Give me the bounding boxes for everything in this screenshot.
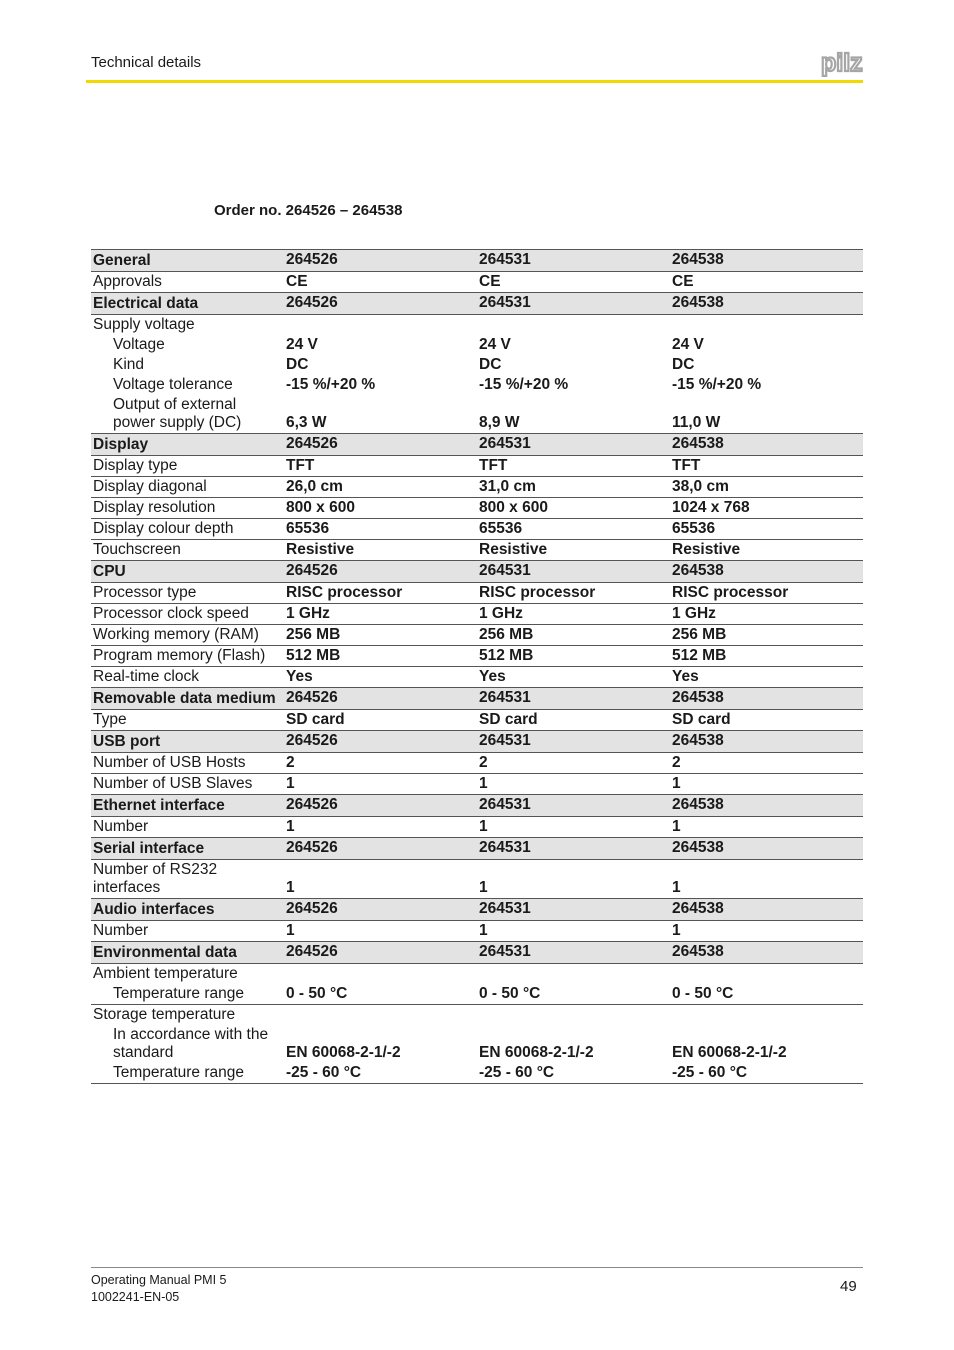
table-row: [91, 355, 863, 375]
cell-value: SD card: [670, 710, 863, 731]
table-row: [91, 604, 863, 625]
cell-value: Yes: [284, 667, 477, 688]
col-header: 264526: [284, 250, 477, 272]
row-label: Working memory (RAM): [91, 625, 284, 646]
col-header: 264531: [477, 899, 670, 921]
cell-value: 24 V: [479, 336, 511, 353]
col-header: 264526: [284, 942, 477, 964]
table-row: [91, 625, 863, 646]
cell-value: 1: [284, 921, 477, 942]
row-label: Number of RS232 interfaces: [91, 860, 284, 899]
pilz-logo: [820, 49, 864, 77]
logo-text: pilz: [821, 49, 863, 77]
col-header: 264538: [670, 250, 863, 272]
footer-rule: [91, 1267, 863, 1268]
cell-value: 0 - 50 °C: [670, 984, 863, 1005]
section-title: General: [91, 250, 284, 272]
table-row: [91, 667, 863, 688]
cell-value: -15 %/+20 %: [672, 376, 762, 393]
section-title: Environmental data: [91, 942, 284, 964]
cell-value: 1: [477, 774, 670, 795]
col-header: 264526: [284, 293, 477, 315]
cell-value: DC: [286, 356, 309, 373]
col-header: 264538: [670, 899, 863, 921]
cell-value: 1: [670, 817, 863, 838]
table-row: [91, 519, 863, 540]
row-label: Number: [91, 921, 284, 942]
section-title: Audio interfaces: [91, 899, 284, 921]
row-label: Display type: [91, 456, 284, 477]
table-row: [91, 583, 863, 604]
cell-value: 31,0 cm: [477, 477, 670, 498]
order-number: Order no. 264526 – 264538: [214, 202, 403, 219]
cell-value: RISC processor: [284, 583, 477, 604]
table-row: [91, 477, 863, 498]
cell-value: -25 - 60 °C: [477, 1063, 670, 1084]
cell-value: -25 - 60 °C: [284, 1063, 477, 1084]
section-title: Electrical data: [91, 293, 284, 315]
table-row: [91, 984, 863, 1005]
cell-value: 1024 x 768: [670, 498, 863, 519]
section-title: Removable data medium: [91, 688, 284, 710]
row-label: Number of USB Hosts: [91, 753, 284, 774]
table-row: [91, 921, 863, 942]
cell-value: 65536: [477, 519, 670, 540]
col-header: 264531: [477, 250, 670, 272]
cell-value: EN 60068-2-1/-2: [672, 1044, 787, 1061]
section-header: [91, 838, 863, 860]
section-header: [91, 899, 863, 921]
row-label: Voltage: [113, 336, 165, 353]
row-label: Processor clock speed: [91, 604, 284, 625]
table-row: [91, 817, 863, 838]
cell-value: -15 %/+20 %: [479, 376, 569, 393]
cell-value: CE: [284, 272, 477, 293]
cell-value: 65536: [284, 519, 477, 540]
cell-value: 256 MB: [284, 625, 477, 646]
page-number: 49: [840, 1278, 857, 1295]
cell-value: 512 MB: [284, 646, 477, 667]
cell-value: DC: [479, 356, 502, 373]
col-header: 264531: [477, 293, 670, 315]
col-header: 264531: [477, 561, 670, 583]
cell-value: 512 MB: [670, 646, 863, 667]
table-row: [91, 456, 863, 477]
col-header: 264531: [477, 434, 670, 456]
cell-value: Resistive: [284, 540, 477, 561]
technical-data-table: [91, 249, 863, 1084]
cell-value: EN 60068-2-1/-2: [286, 1044, 401, 1061]
cell-value: 1: [477, 860, 670, 899]
cell-value: 8,9 W: [477, 395, 670, 434]
row-label: Number: [91, 817, 284, 838]
col-header: 264526: [284, 731, 477, 753]
table-row: [91, 1025, 863, 1063]
cell-value: 0 - 50 °C: [284, 984, 477, 1005]
cell-value: 6,3 W: [284, 395, 477, 434]
col-header: 264538: [670, 561, 863, 583]
col-header: 264526: [284, 688, 477, 710]
col-header: 264538: [670, 434, 863, 456]
col-header: 264526: [284, 434, 477, 456]
cell-value: RISC processor: [670, 583, 863, 604]
table-row: [91, 272, 863, 293]
section-header: [91, 434, 863, 456]
section-header: [91, 293, 863, 315]
row-label: Voltage tolerance: [113, 376, 233, 393]
row-label: Display resolution: [91, 498, 284, 519]
row-label: Kind: [113, 356, 145, 373]
cell-value: 1: [670, 774, 863, 795]
cell-value: 11,0 W: [670, 395, 863, 434]
col-header: 264538: [670, 688, 863, 710]
table-row: [91, 375, 863, 395]
col-header: 264526: [284, 795, 477, 817]
cell-value: 26,0 cm: [284, 477, 477, 498]
section-title: Display: [91, 434, 284, 456]
cell-value: Yes: [477, 667, 670, 688]
table-row: [91, 964, 863, 985]
table-row: [91, 498, 863, 519]
row-label: Number of USB Slaves: [91, 774, 284, 795]
cell-value: TFT: [670, 456, 863, 477]
row-label: Display diagonal: [91, 477, 284, 498]
row-label: Processor type: [91, 583, 284, 604]
col-header: 264538: [670, 838, 863, 860]
table-row: [91, 540, 863, 561]
col-header: 264526: [284, 838, 477, 860]
col-header: 264538: [670, 293, 863, 315]
cell-value: 1: [284, 774, 477, 795]
cell-value: -25 - 60 °C: [670, 1063, 863, 1084]
table-row: [91, 753, 863, 774]
section-header: [91, 561, 863, 583]
header-title: Technical details: [91, 54, 202, 71]
col-header: 264531: [477, 688, 670, 710]
section-header: [91, 795, 863, 817]
cell-value: 800 x 600: [284, 498, 477, 519]
cell-value: 1: [670, 860, 863, 899]
table-row: [91, 774, 863, 795]
cell-value: SD card: [284, 710, 477, 731]
table-row: [91, 315, 863, 336]
cell-value: -15 %/+20 %: [286, 376, 376, 393]
row-label: Temperature range: [91, 1063, 284, 1084]
cell-value: Yes: [670, 667, 863, 688]
cell-value: 1: [284, 817, 477, 838]
row-label: Approvals: [91, 272, 284, 293]
cell-value: EN 60068-2-1/-2: [479, 1044, 594, 1061]
cell-value: 1 GHz: [670, 604, 863, 625]
table-row: [91, 335, 863, 355]
row-label: Ambient temperature: [93, 965, 238, 982]
section-header: [91, 250, 863, 272]
cell-value: 2: [670, 753, 863, 774]
cell-value: CE: [477, 272, 670, 293]
row-label: Type: [91, 710, 284, 731]
row-label: Temperature range: [91, 984, 284, 1005]
cell-value: RISC processor: [477, 583, 670, 604]
section-title: CPU: [91, 561, 284, 583]
col-header: 264526: [284, 899, 477, 921]
section-title: USB port: [91, 731, 284, 753]
cell-value: Resistive: [670, 540, 863, 561]
header-rule: [86, 80, 863, 83]
col-header: 264538: [670, 942, 863, 964]
cell-value: 1: [477, 817, 670, 838]
row-label: Touchscreen: [91, 540, 284, 561]
cell-value: 1: [670, 921, 863, 942]
table-row: [91, 646, 863, 667]
section-header: [91, 731, 863, 753]
section-header: [91, 942, 863, 964]
cell-value: 1: [477, 921, 670, 942]
section-title: Serial interface: [91, 838, 284, 860]
cell-value: 1 GHz: [477, 604, 670, 625]
table-row: [91, 395, 863, 434]
table-row: [91, 710, 863, 731]
footer-manual-title: Operating Manual PMI 5: [91, 1273, 227, 1287]
cell-value: Resistive: [477, 540, 670, 561]
row-label: Supply voltage: [93, 316, 195, 333]
col-header: 264538: [670, 795, 863, 817]
cell-value: TFT: [477, 456, 670, 477]
section-title: Ethernet interface: [91, 795, 284, 817]
row-label: Storage temperature: [93, 1006, 236, 1023]
table-row: [91, 1063, 863, 1084]
cell-value: 65536: [670, 519, 863, 540]
section-header: [91, 688, 863, 710]
row-label: In accordance with the standard: [113, 1026, 269, 1061]
row-label: Program memory (Flash): [91, 646, 284, 667]
footer-doc-number: 1002241-EN-05: [91, 1290, 180, 1304]
cell-value: 24 V: [672, 336, 704, 353]
row-label: Real-time clock: [91, 667, 284, 688]
cell-value: 0 - 50 °C: [477, 984, 670, 1005]
col-header: 264531: [477, 731, 670, 753]
cell-value: 2: [477, 753, 670, 774]
cell-value: TFT: [284, 456, 477, 477]
col-header: 264531: [477, 795, 670, 817]
col-header: 264531: [477, 942, 670, 964]
cell-value: 800 x 600: [477, 498, 670, 519]
cell-value: 512 MB: [477, 646, 670, 667]
col-header: 264526: [284, 561, 477, 583]
row-label: Display colour depth: [91, 519, 284, 540]
cell-value: 2: [284, 753, 477, 774]
table-row: [91, 860, 863, 899]
cell-value: DC: [672, 356, 695, 373]
row-label: Output of external power supply (DC): [91, 395, 284, 434]
col-header: 264531: [477, 838, 670, 860]
cell-value: CE: [670, 272, 863, 293]
col-header: 264538: [670, 731, 863, 753]
cell-value: 38,0 cm: [670, 477, 863, 498]
cell-value: 1 GHz: [284, 604, 477, 625]
table-row: [91, 1005, 863, 1026]
cell-value: 256 MB: [477, 625, 670, 646]
cell-value: SD card: [477, 710, 670, 731]
cell-value: 1: [284, 860, 477, 899]
cell-value: 256 MB: [670, 625, 863, 646]
cell-value: 24 V: [286, 336, 318, 353]
